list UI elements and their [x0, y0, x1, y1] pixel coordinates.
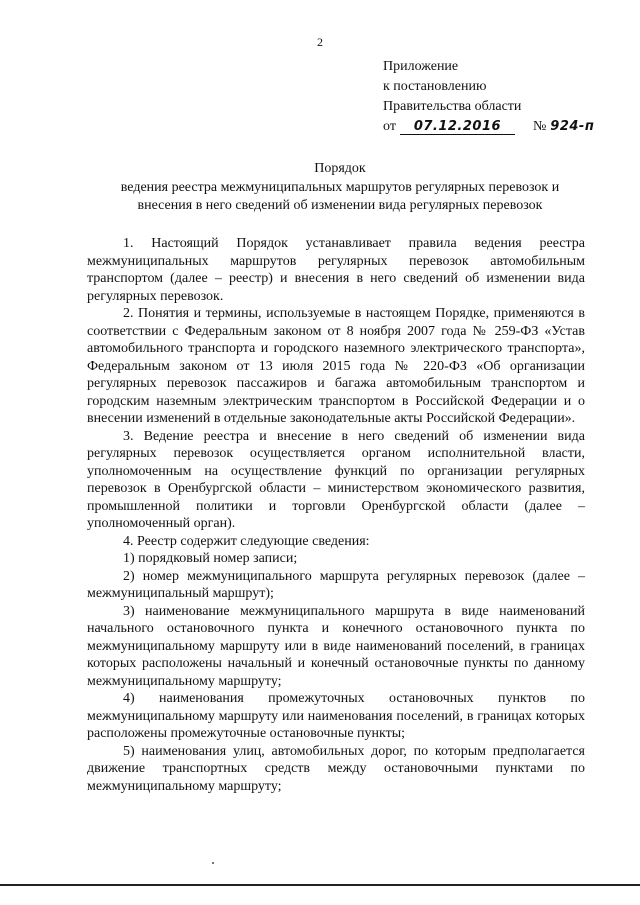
document-title — [60, 160, 620, 215]
paragraph-4: 4. Реестр содержит следующие сведения: — [123, 533, 370, 549]
handwritten-number: 924-п — [550, 119, 595, 134]
paragraph-3: 3. Ведение реестра и внесение в него сведений об изменении вида регулярных перевозок осуществляется органом исполнительной власти, уполномоченным на осуществление функций по организации регулярных перевозок в Оренбургской области – министерством экономического развития, промышленной политики и торговли Оренбургской области (далее – уполномоченный орган). — [87, 428, 585, 531]
appendix-line-1: Приложение — [383, 59, 459, 74]
bottom-scan-edge — [0, 884, 640, 886]
list-item-1: 1) порядковый номер записи; — [123, 551, 298, 566]
appendix-block — [383, 57, 594, 137]
from-label: от — [383, 119, 396, 134]
title-subtitle-line-2: внесения в него сведений об изменении вида регулярных перевозок — [137, 198, 543, 213]
page-number: 2 — [317, 35, 323, 49]
appendix-line-3: Правительства области — [383, 99, 522, 114]
list-item-2: 2) номер межмуниципального маршрута регулярных перевозок (далее – межмуниципальный маршрут); — [87, 568, 585, 601]
appendix-date-line — [383, 117, 594, 137]
list-item-3: 3) наименование межмуниципального маршрута в виде наименований начального остановочного пункта и конечного остановочного пункта по межмуниципальному маршруту или в виде наименований поселений, в границах которых расположены начальный и конечный остановочные пункты по данному межмуниципальному маршруту; — [87, 603, 585, 689]
appendix-line-2: к постановлению — [383, 79, 487, 94]
list-item-5: 5) наименования улиц, автомобильных дорог, по которым предполагается движение транспортных средств между остановочными пунктами по межмуниципальному маршруту; — [87, 743, 585, 794]
handwritten-date: 07.12.2016 — [400, 119, 515, 135]
list-item-4: 4) наименования промежуточных остановочных пунктов по межмуниципальному маршруту или наименования поселений, в границах которых расположены промежуточные остановочные пункты; — [87, 691, 585, 741]
document-body — [87, 235, 585, 795]
title-heading: Порядок — [314, 161, 366, 176]
scan-speck — [212, 862, 214, 864]
paragraph-1: 1. Настоящий Порядок устанавливает правила ведения реестра межмуниципальных маршрутов регулярных перевозок автомобильным транспортом (далее – реестр) и внесения в него сведений об изменении вида регулярных перевозок. — [87, 236, 585, 304]
title-subtitle-line-1: ведения реестра межмуниципальных маршрутов регулярных перевозок и — [120, 180, 560, 195]
number-label: № — [532, 119, 547, 134]
paragraph-2: 2. Понятия и термины, используемые в настоящем Порядке, применяются в соответствии с Федеральным законом от 8 ноября 2007 года № 259-ФЗ «Устав автомобильного транспорта и городского наземного электрического транспорта», Федеральным законом от 13 июля 2015 года № 220-ФЗ «Об организации регулярных перевозок пассажиров и багажа автомобильным транспортом и городским наземным электрическим транспортом в Российской Федерации и о внесении изменений в отдельные законодательные акты Российской Федерации». — [87, 306, 585, 426]
